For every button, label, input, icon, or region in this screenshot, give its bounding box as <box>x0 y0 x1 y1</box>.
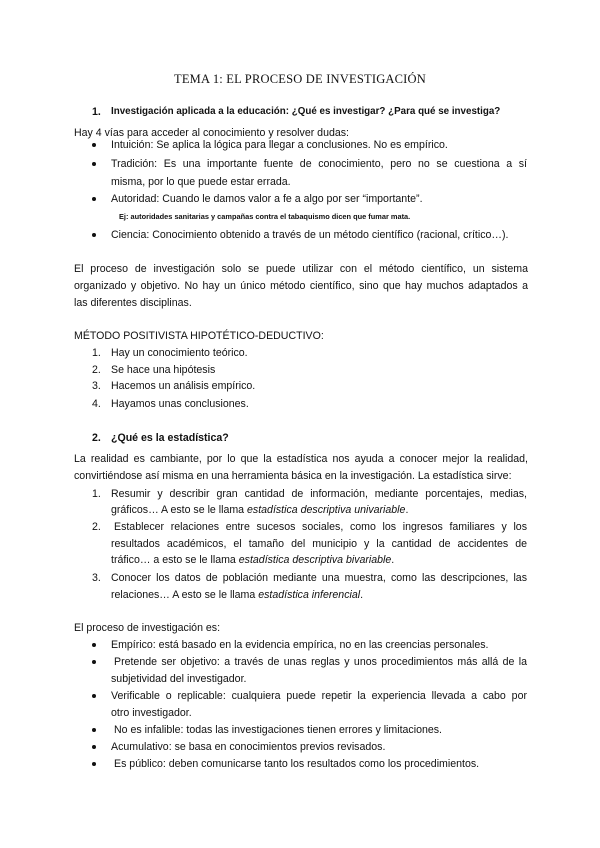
proceso-item-objetivo: Pretende ser objetivo: a través de unas reglas y unos procedimientos más allá de la <box>114 656 527 668</box>
proceso-item-objetivo-cont: subjetividad del investigador. <box>111 673 247 685</box>
estadistica-item-1-line-2: gráficos… A esto se le llama estadística descriptiva univariable. <box>111 504 409 516</box>
bullet-icon <box>92 660 96 664</box>
metodo-number: 1. <box>92 347 101 359</box>
proceso-item-empirico: Empírico: está basado en la evidencia empírica, no en las creencias personales. <box>111 639 489 651</box>
estadistica-item-2-line-3: tráfico… a esto se le llama estadística descriptiva bivariable. <box>111 554 395 566</box>
list-item-tradicion: Tradición: Es una importante fuente de conocimiento, pero no se cuestiona a sí <box>111 158 527 170</box>
document-title: TEMA 1: EL PROCESO DE INVESTIGACIÓN <box>173 72 427 86</box>
bullet-icon <box>92 162 96 166</box>
section-2-heading: ¿Qué es la estadística? <box>111 432 229 444</box>
bullet-icon <box>92 233 96 237</box>
list-item-tradicion-cont: misma, por lo que puede estar errada. <box>111 176 291 188</box>
paragraph-1-line-1: El proceso de investigación solo se puede utilizar con el método científico, un sistema <box>74 263 528 275</box>
paragraph-2-line-2: convirtiéndose así misma en una herramienta básica en la investigación. La estadística sirve: <box>74 470 512 482</box>
proceso-item-verificable: Verificable o replicable: cualquiera puede repetir la experiencia llevada a cabo por <box>111 690 527 702</box>
paragraph-1-line-2: organizado y objetivo. No hay un único método científico, sino que hay muchos adaptados a <box>74 280 528 292</box>
section-1-number: 1. <box>92 106 101 118</box>
estadistica-number: 1. <box>92 488 101 500</box>
bullet-icon <box>92 728 96 732</box>
section-1-heading: Investigación aplicada a la educación: ¿Qué es investigar? ¿Para qué se investiga? <box>111 106 501 117</box>
bullet-icon <box>92 143 96 147</box>
bullet-icon <box>92 762 96 766</box>
estadistica-item-2-line-2: resultados académicos, el tamaño del municipio y la cantidad de accidentes de <box>111 538 527 550</box>
proceso-item-infalible: No es infalible: todas las investigaciones tienen errores y limitaciones. <box>114 724 442 736</box>
paragraph-2-line-1: La realidad es cambiante, por lo que la estadística nos ayuda a conocer mejor la realidad, <box>74 453 528 465</box>
estadistica-number: 3. <box>92 572 101 584</box>
bullet-icon <box>92 197 96 201</box>
bullet-icon <box>92 745 96 749</box>
section-2-number: 2. <box>92 432 101 444</box>
estadistica-item-3-line-1: Conocer los datos de población mediante una muestra, como las descripciones, las <box>111 572 527 584</box>
estadistica-item-1-line-1: Resumir y describir gran cantidad de información, mediante porcentajes, medias, <box>111 488 527 500</box>
estadistica-item-2-line-1: Establecer relaciones entre sucesos sociales, como los ingresos familiares y los <box>114 521 527 533</box>
metodo-number: 4. <box>92 398 101 410</box>
metodo-number: 2. <box>92 364 101 376</box>
bullet-icon <box>92 694 96 698</box>
metodo-step: Se hace una hipótesis <box>111 364 216 376</box>
list-item-intuicion: Intuición: Se aplica la lógica para llegar a conclusiones. No es empírico. <box>111 139 448 151</box>
metodo-step: Hacemos un análisis empírico. <box>111 380 256 392</box>
autoridad-example: Ej: autoridades sanitarias y campañas contra el tabaquismo dicen que fumar mata. <box>119 212 411 221</box>
metodo-number: 3. <box>92 380 101 392</box>
proceso-item-acumulativo: Acumulativo: se basa en conocimientos previos revisados. <box>111 741 386 753</box>
bullet-icon <box>92 643 96 647</box>
metodo-step: Hayamos unas conclusiones. <box>111 398 249 410</box>
list-item-autoridad: Autoridad: Cuando le damos valor a fe a algo por ser “importante”. <box>111 193 423 205</box>
estadistica-number: 2. <box>92 521 101 533</box>
paragraph-1-line-3: las diferentes disciplinas. <box>74 297 192 309</box>
metodo-heading: MÉTODO POSITIVISTA HIPOTÉTICO-DEDUCTIVO: <box>74 330 324 342</box>
proceso-item-publico: Es público: deben comunicarse tanto los resultados como los procedimientos. <box>114 758 480 770</box>
section-1-intro: Hay 4 vías para acceder al conocimiento y resolver dudas: <box>74 127 349 139</box>
proceso-intro: El proceso de investigación es: <box>74 622 221 634</box>
proceso-item-verificable-cont: otro investigador. <box>111 707 192 719</box>
list-item-ciencia: Ciencia: Conocimiento obtenido a través de un método científico (racional, crítico…). <box>111 229 509 241</box>
metodo-step: Hay un conocimiento teórico. <box>111 347 248 359</box>
estadistica-item-3-line-2: relaciones… A esto se le llama estadística inferencial. <box>111 589 364 601</box>
